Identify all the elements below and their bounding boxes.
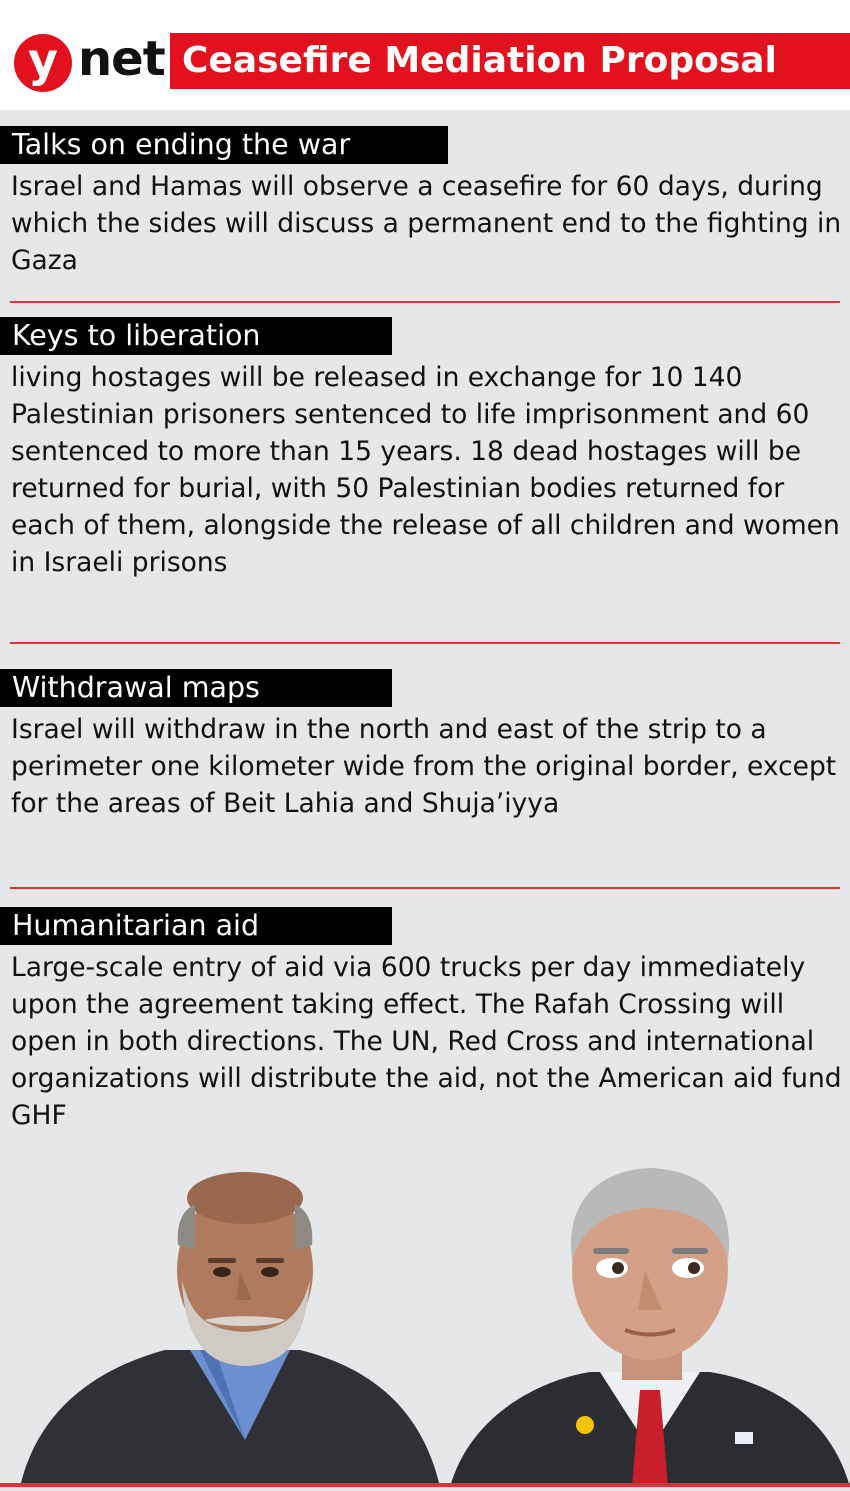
title-banner xyxy=(170,33,850,89)
section-body: living hostages will be released in exchange for 10 140 Palestinian prisoners sentenced to life imprisonment and 60 sentenced to more than 15 years. 18 dead hostages will be returned for burial, with 50 Palestinian bodies returned for each of them, alongside the release of all children and women in Israeli prisons xyxy=(11,362,840,578)
portraits-illustration xyxy=(0,1150,850,1487)
section-body: Large-scale entry of aid via 600 trucks per day immediately upon the agreement taking effect. The Rafah Crossing will open in both directions. The UN, Red Cross and international organizations will distribute the aid, not the American aid fund GHF xyxy=(11,952,842,1131)
section-body: Israel will withdraw in the north and east of the strip to a perimeter one kilometer wide from the original border, except for the areas of Beit Lahia and Shuja’iyya xyxy=(11,714,837,819)
section-heading: Talks on ending the war xyxy=(12,128,351,161)
bottom-divider xyxy=(0,1483,850,1487)
section-heading-bar xyxy=(0,907,392,945)
ynet-logo-mark: y xyxy=(14,34,72,92)
section-heading-bar xyxy=(0,126,448,164)
section-heading: Keys to liberation xyxy=(12,319,261,352)
section-heading-bar xyxy=(0,669,392,707)
left-person-portrait xyxy=(20,1172,440,1487)
header xyxy=(0,0,850,110)
section-body: Israel and Hamas will observe a ceasefire for 60 days, during which the sides will discuss a permanent end to the fighting in Gaza xyxy=(11,171,842,276)
page-title: Ceasefire Mediation Proposal xyxy=(182,40,777,81)
section-divider xyxy=(10,301,840,303)
portraits xyxy=(0,1150,850,1487)
section-divider xyxy=(10,887,840,889)
section-heading-bar xyxy=(0,317,392,355)
section-heading: Humanitarian aid xyxy=(12,909,260,942)
ynet-logo-text: net xyxy=(78,31,165,87)
section-divider xyxy=(10,642,840,644)
right-person-portrait xyxy=(450,1168,850,1487)
section-heading: Withdrawal maps xyxy=(12,671,260,704)
